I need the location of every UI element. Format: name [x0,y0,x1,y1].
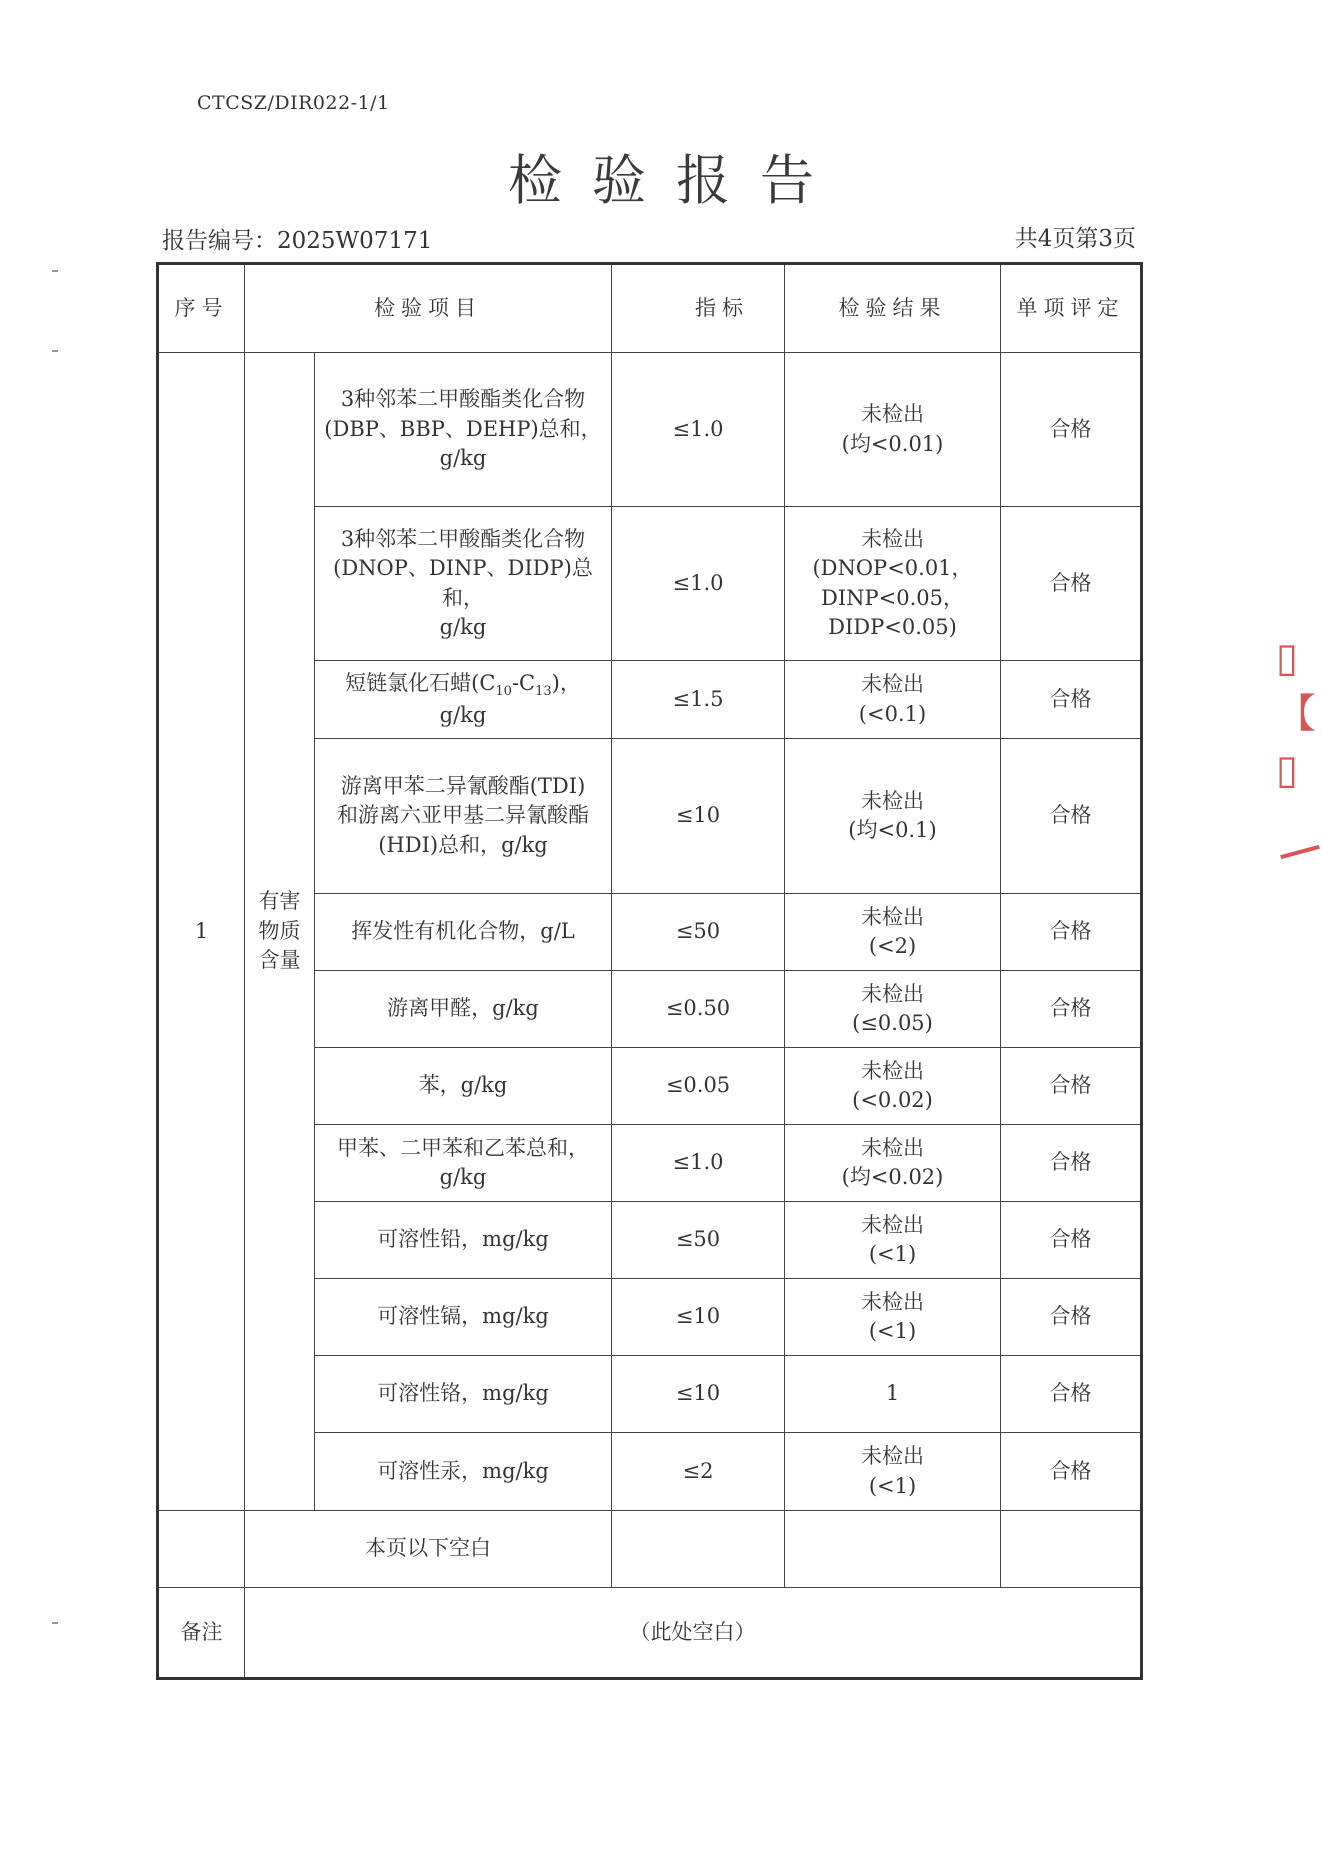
item-line: g/kg [439,702,487,727]
result-line: 未检出 [861,981,924,1006]
category-line: 有害 [258,889,301,914]
item-text: -C [511,670,536,695]
item-line: 苯，g/kg [418,1073,508,1098]
verdict-cell: 合格 [1001,1433,1142,1511]
result-cell [785,739,1001,894]
table-header-row [158,264,1142,353]
result-line: 未检出 [861,402,924,427]
item-line: 甲苯、二甲苯和乙苯总和， [337,1135,589,1160]
item-line: 和游离六亚甲基二异氰酸酯 [337,803,589,828]
result-line: 未检出 [861,1135,924,1160]
report-number [162,222,432,255]
item-cell [315,1433,612,1511]
result-line: 未检出 [861,904,924,929]
result-cell [785,353,1001,507]
result-cell [785,1433,1001,1511]
verdict-cell: 合格 [1001,353,1142,507]
remark-row [158,1588,1142,1679]
header-item: 检验项目 [245,264,612,353]
verdict-cell: 合格 [1001,894,1142,971]
result-line: 未检出 [861,1058,924,1083]
result-line: (均<0.02) [841,1165,944,1189]
verdict-cell: 合格 [1001,971,1142,1048]
item-line: 可溶性铬，mg/kg [377,1381,549,1406]
result-cell [785,1202,1001,1279]
page-indicator: 共4页第3页 [1014,226,1136,252]
result-line: 未检出 [861,788,924,813]
result-line: (<1) [868,1473,917,1498]
inspection-table [156,262,1143,1680]
standard-cell: ≤1.0 [612,353,785,507]
item-cell [315,1279,612,1356]
result-line: 未检出 [861,672,924,697]
verdict-cell: 合格 [1001,1279,1142,1356]
standard-cell: ≤10 [612,739,785,894]
result-line: (均<0.1) [848,818,937,842]
remark-text: （此处空白） [245,1588,1142,1679]
result-line: (DNOP<0.01， [812,556,973,581]
item-text: )， [551,670,581,695]
result-line: 未检出 [861,526,924,551]
margin-mark [52,270,58,272]
verdict-cell: 合格 [1001,1125,1142,1202]
empty-cell [612,1511,785,1588]
category-line: 物质 [258,918,301,943]
item-cell [315,971,612,1048]
subscript: 10 [495,683,512,699]
item-cell [315,507,612,661]
result-line: 1 [885,1381,900,1406]
item-line: g/kg [439,614,487,639]
item-line: 3种邻苯二甲酸酯类化合物 [340,526,586,551]
result-line: (<1) [868,1242,917,1266]
result-line: 未检出 [861,1444,924,1469]
item-line: 可溶性汞，mg/kg [377,1458,549,1483]
header-verdict: 单项评定 [1001,264,1142,353]
item-line: 可溶性镉，mg/kg [377,1304,549,1329]
item-cell [315,1048,612,1125]
verdict-cell: 合格 [1001,507,1142,661]
standard-cell: ≤1.5 [612,661,785,739]
result-line: 未检出 [861,1289,924,1314]
category-cell [245,353,315,1511]
item-line: (DBP、BBP、DEHP)总和， [324,416,602,441]
header-standard: 指标 [612,264,785,353]
result-cell [785,507,1001,661]
item-cell [315,1202,612,1279]
report-number-value: 2025W07171 [277,228,433,254]
category-line: 含量 [258,948,301,973]
result-line: DINP<0.05， [821,585,964,610]
standard-cell: ≤0.05 [612,1048,785,1125]
empty-cell [158,1511,245,1588]
standard-cell: ≤1.0 [612,507,785,661]
standard-cell: ≤1.0 [612,1125,785,1202]
seq-cell: 1 [158,353,245,1511]
item-cell [315,1356,612,1433]
result-cell [785,894,1001,971]
item-line: 游离甲苯二异氰酸酯(TDI) [340,773,586,798]
page-title: 检验报告 [508,149,844,212]
item-line: g/kg [439,1165,487,1189]
result-line: (均<0.01) [841,431,944,456]
standard-cell: ≤50 [612,1202,785,1279]
item-line: (HDI)总和，g/kg [378,832,548,857]
item-cell [315,353,612,507]
result-line: DIDP<0.05) [828,614,957,639]
item-line: 游离甲醛，g/kg [387,996,539,1021]
blank-note: 本页以下空白 [245,1511,612,1588]
item-text: 短链氯化石蜡(C [345,670,496,695]
item-cell [315,1125,612,1202]
document-code: CTCSZ/DIR022-1/1 [197,92,390,114]
result-line: (<0.1) [858,701,927,726]
standard-cell: ≤10 [612,1356,785,1433]
result-cell [785,971,1001,1048]
report-number-label: 报告编号： [162,228,277,254]
header-seq: 序号 [158,264,245,353]
verdict-cell: 合格 [1001,739,1142,894]
result-cell [785,661,1001,739]
margin-mark [52,350,58,352]
result-cell [785,1125,1001,1202]
header-result: 检验结果 [785,264,1001,353]
item-line: g/kg [439,446,487,471]
verdict-cell: 合格 [1001,1356,1142,1433]
result-line: (<2) [868,934,917,958]
result-line: 未检出 [861,1212,924,1237]
empty-cell [785,1511,1001,1588]
item-line: 可溶性铅，mg/kg [377,1227,549,1252]
result-cell [785,1356,1001,1433]
result-line: (<0.02) [852,1088,933,1112]
item-cell [315,894,612,971]
item-line: (DNOP、DINP、DIDP)总和， [333,556,593,610]
standard-cell: ≤2 [612,1433,785,1511]
standard-cell: ≤10 [612,1279,785,1356]
blank-note-row [158,1511,1142,1588]
standard-cell: ≤50 [612,894,785,971]
standard-cell: ≤0.50 [612,971,785,1048]
item-line: 挥发性有机化合物，g/L [351,919,575,944]
verdict-cell: 合格 [1001,1048,1142,1125]
margin-mark [52,1622,58,1624]
item-line: 3种邻苯二甲酸酯类化合物 [340,387,586,412]
verdict-cell: 合格 [1001,661,1142,739]
remark-label: 备注 [158,1588,245,1679]
red-seal-fragment: ▯ 【 ▯ [1276,635,1316,793]
empty-cell [1001,1511,1142,1588]
item-cell [315,739,612,894]
verdict-cell: 合格 [1001,1202,1142,1279]
result-cell [785,1048,1001,1125]
result-cell [785,1279,1001,1356]
item-line [321,669,605,701]
subscript: 13 [535,683,552,699]
result-line: (≤0.05) [852,1011,933,1035]
item-cell [315,661,612,739]
table-row [158,353,1142,507]
result-line: (<1) [868,1319,917,1343]
